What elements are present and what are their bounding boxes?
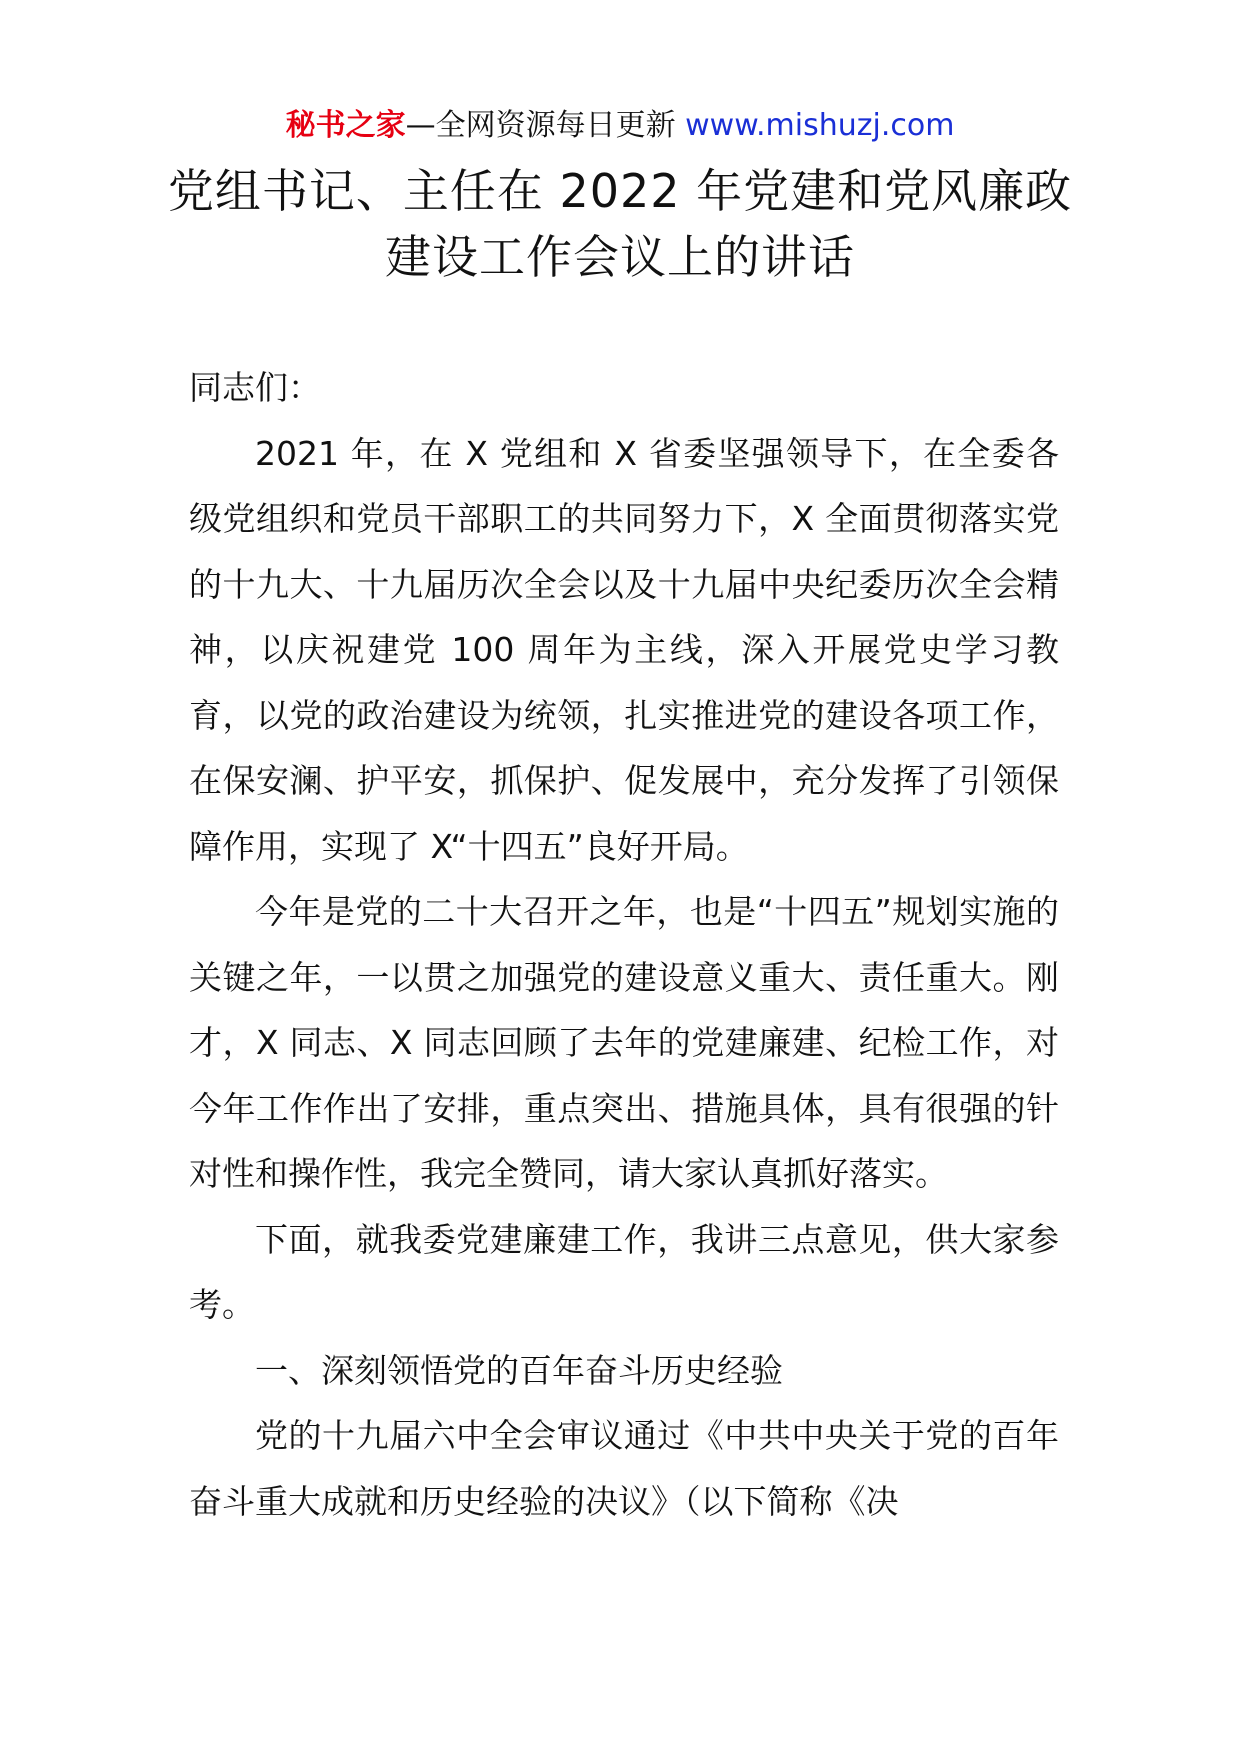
document-title (140, 158, 1100, 290)
paragraph-3: 下面，就我委党建廉建工作，我讲三点意见，供大家参考。 (189, 1219, 1059, 1324)
site-url-link[interactable]: www.mishuzj.com (685, 108, 955, 143)
salutation: 同志们： (189, 368, 321, 407)
paragraph-4: 党的十九届六中全会审议通过《中共中央关于党的百年奋斗重大成就和历史经验的决议》（以下简称《决 (189, 1416, 1059, 1521)
document-body (189, 355, 1059, 1534)
paragraph-1: 2021 年，在 X 党组和 X 省委坚强领导下，在全委各级党组织和党员干部职工的共同努力下，X 全面贯彻落实党的十九大、十九届历次全会以及十九届中央纪委历次全会精神，以庆祝建党 100 周年为主线，深入开展党史学习教育，以党的政治建设为统领，扎实推进党的建设各项工作，在保安澜、护平安，抓保护、促发展中，充分发挥了引领保障作用，实现了 X“十四五”良好开局。 (189, 433, 1059, 866)
section-heading-1: 一、深刻领悟党的百年奋斗历史经验 (255, 1350, 783, 1390)
paragraph-2: 今年是党的二十大召开之年，也是“十四五”规划实施的关键之年，一以贯之加强党的建设意义重大、责任重大。刚才，X 同志、X 同志回顾了去年的党建廉建、纪检工作，对今年工作作出了安排，重点突出、措施具体，具有很强的针对性和操作性，我完全赞同，请大家认真抓好落实。 (189, 892, 1059, 1193)
title-line-2: 建设工作会议上的讲话 (385, 230, 855, 284)
site-brand: 秘书之家 (285, 108, 406, 143)
site-slogan: —全网资源每日更新 (405, 108, 686, 143)
title-line-1: 党组书记、主任在 2022 年党建和党风廉政 (167, 164, 1073, 218)
site-header (0, 104, 1240, 148)
